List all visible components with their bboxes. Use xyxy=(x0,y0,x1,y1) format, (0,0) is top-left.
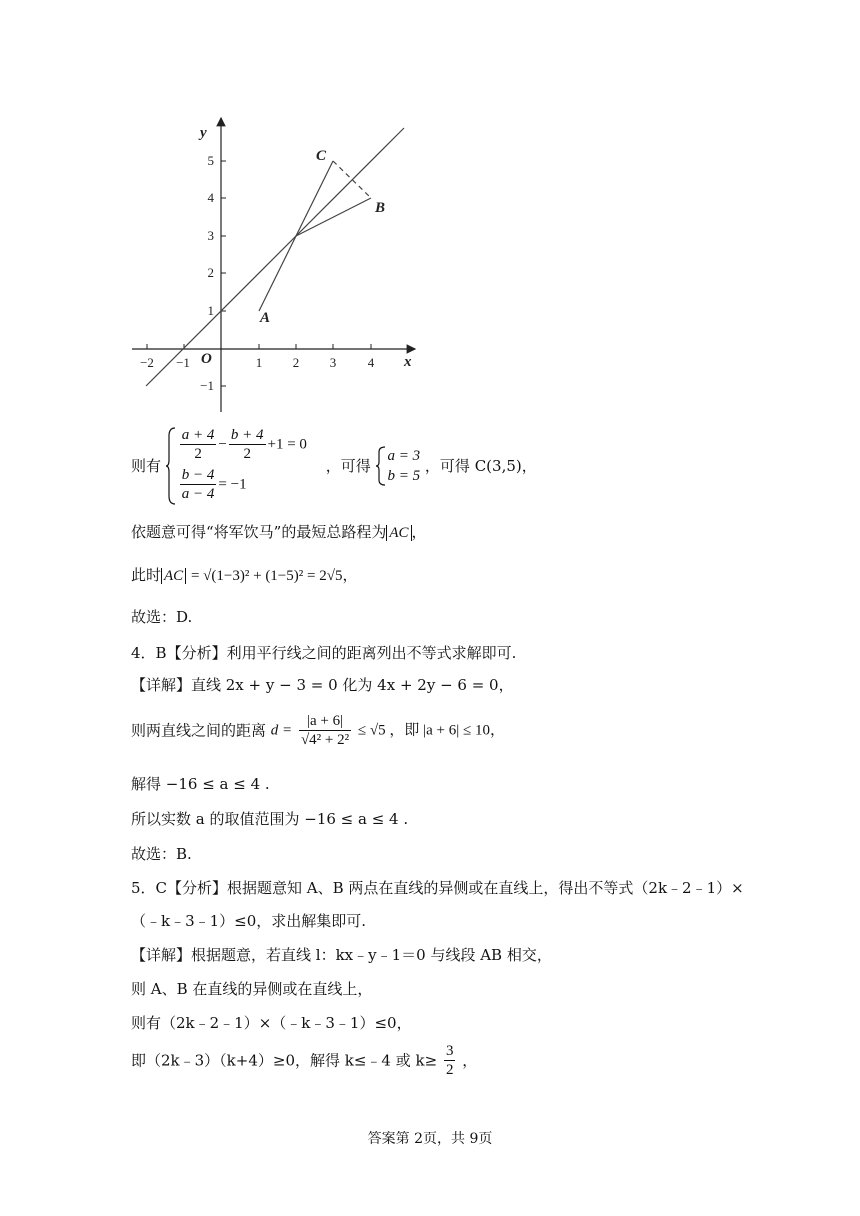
y-axis-label: y xyxy=(200,125,207,141)
text-line: 即（2k﹣3）（k+4）≥0，解得 k≤﹣4 或 k≥ $\frac{3}{2}$ ， xyxy=(131,1043,478,1078)
point-b-label: B xyxy=(375,200,386,216)
point-c-label: C xyxy=(316,148,327,164)
x-axis-label: x xyxy=(404,354,412,370)
text-line: 则 A、B 在直线的异侧或在直线上， xyxy=(131,980,373,998)
equation-system-line: 则有 $\frac{a + 4}{2}$ − $\frac{b + 4}{2}$ +1 = 0 $\frac{b - 4}{a - 4}$ = −1 ，可得 a = 3 b = 5 ，可得 C(3,5)， xyxy=(131,426,537,506)
text-line: 4．B【分析】利用平行线之间的距离列出不等式求解即可. xyxy=(131,644,517,662)
text-line: 故选：B. xyxy=(131,845,192,863)
y-tick-label: 2 xyxy=(207,265,214,280)
text-line: 则有（2k﹣2﹣1）×（﹣k﹣3﹣1）≤0， xyxy=(131,1014,412,1032)
point-a-label: A xyxy=(260,310,271,326)
x-tick-label: 3 xyxy=(329,355,337,370)
text-line: 【详解】直线 2x + y − 3 = 0 化为 4x + 2y − 6 = 0， xyxy=(131,676,514,694)
page-footer: 答案第 2页，共 9页 xyxy=(367,1131,493,1147)
text-line: 依题意可得“将军饮马”的最短总路程为 AC ， xyxy=(131,523,427,541)
text-line: 【详解】根据题意，若直线 l：kx﹣y﹣1＝0 与线段 AB 相交， xyxy=(131,946,552,964)
y-tick-label: 4 xyxy=(207,190,214,205)
x-tick-label: −2 xyxy=(140,355,154,370)
x-tick-label: 4 xyxy=(367,355,375,370)
x-tick-label: −1 xyxy=(176,355,190,370)
y-tick-label: 1 xyxy=(207,303,214,318)
y-tick-label: −1 xyxy=(200,378,214,393)
segment-b xyxy=(296,198,371,236)
text-line: （﹣k﹣3﹣1）≤0，求出解集即可. xyxy=(131,912,367,930)
y-tick-label: 3 xyxy=(207,228,214,243)
text-line: 解得 −16 ≤ a ≤ 4 . xyxy=(131,775,270,793)
y-tick-label: 5 xyxy=(207,153,214,168)
x-tick-label: 1 xyxy=(255,355,263,370)
solution-system: a = 3 b = 5 xyxy=(376,446,421,486)
reflection-line xyxy=(146,128,404,386)
equation-system: $\frac{a + 4}{2}$ − $\frac{b + 4}{2}$ +1 = 0 $\frac{b - 4}{a - 4}$ = −1 xyxy=(166,426,307,506)
coordinate-graph xyxy=(0,0,860,420)
text-line: 故选：D. xyxy=(131,608,193,626)
distance-line: 则两直线之间的距离 d = $\frac{|a + 6|}{\text{√4² + 2²}}$ ≤ √5 ，即 |a + 6| ≤ 10， xyxy=(131,713,505,748)
text-line: 所以实数 a 的取值范围为 −16 ≤ a ≤ 4 . xyxy=(131,810,409,828)
x-tick-label: 2 xyxy=(292,355,300,370)
line-prefix: 则有 xyxy=(131,457,162,475)
origin-label: O xyxy=(201,351,212,367)
text-line: 5．C【分析】根据题意知 A、B 两点在直线的异侧或在直线上，得出不等式（2k﹣2﹣1）× xyxy=(131,879,744,897)
text-line: 此时 AC = √(1−3)² + (1−5)² = 2√5， xyxy=(131,566,358,584)
